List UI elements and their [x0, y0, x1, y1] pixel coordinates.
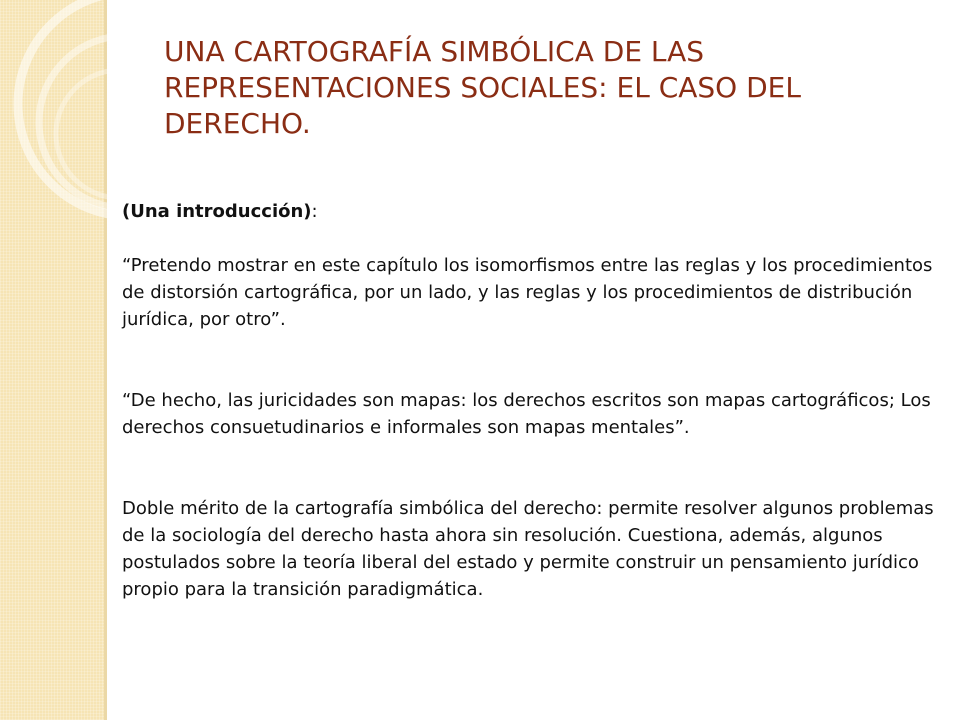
quote-paragraph-2: “De hecho, las juricidades son mapas: los derechos escritos son mapas cartográficos; Los derechos consuetudinarios e informales son mapas mentales”.	[122, 390, 931, 438]
summary-paragraph: Doble mérito de la cartografía simbólica del derecho: permite resolver algunos problemas de la sociología del derecho hasta ahora sin resolución. Cuestiona, además, algunos postulados sobre la teoría liberal del estado y permite construir un pensamiento jurídico propio para la transición paradigmática.	[122, 498, 934, 600]
slide-body	[122, 198, 952, 603]
decorative-ring-outer	[18, 0, 130, 216]
decorative-ring-inner	[56, 70, 120, 198]
slide-title: UNA CARTOGRAFÍA SIMBÓLICA DE LAS REPRESENTACIONES SOCIALES: EL CASO DEL DERECHO.	[164, 35, 801, 140]
intro-heading	[122, 198, 952, 225]
intro-heading-colon: :	[311, 201, 318, 222]
quote-paragraph-1: “Pretendo mostrar en este capítulo los isomorfismos entre las reglas y los procedimientos de distorsión cartográfica, por un lado, y las reglas y los procedimientos de distribución jurídica, por otro”.	[122, 255, 933, 330]
intro-heading-label: (Una introducción)	[122, 201, 312, 222]
